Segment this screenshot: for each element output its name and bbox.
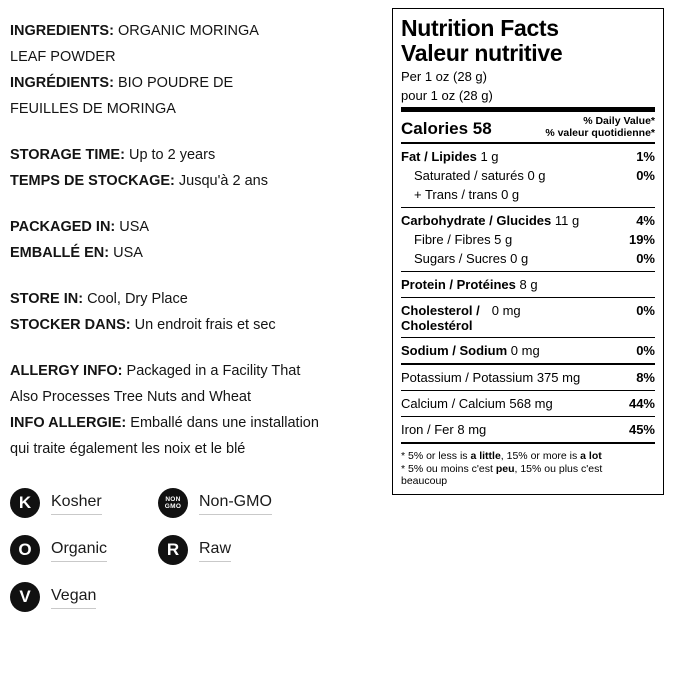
kosher-seal-icon: K: [10, 488, 40, 518]
badge-raw: [158, 535, 231, 565]
nutrition-title-fr: Valeur nutritive: [401, 40, 563, 66]
badge-label: Vegan: [51, 586, 96, 609]
divider-thin: [401, 297, 655, 298]
info-label: STORAGE TIME:: [10, 147, 125, 163]
info-line: [10, 436, 380, 462]
badge-row: [10, 582, 380, 612]
info-line: [10, 18, 380, 44]
nutrient-row-trans: [401, 185, 655, 204]
info-value: BIO POUDRE DE: [113, 75, 234, 91]
badge-label: Non-GMO: [199, 492, 272, 515]
nutrient-row-sugars: [401, 249, 655, 268]
nutrient-row-cholesterol: [401, 301, 655, 334]
nutrition-title-en: Nutrition Facts: [401, 15, 559, 41]
nutrient-row-saturated: [401, 166, 655, 185]
nutrient-name-bold-fr: Cholestérol: [401, 318, 473, 333]
footnote-fr-line2: beaucoup: [401, 475, 448, 487]
footnote-en: [401, 450, 655, 463]
nutrient-name: [401, 342, 546, 359]
nutrient-dv: 1%: [636, 149, 655, 164]
info-line: [10, 168, 380, 194]
info-line: [10, 70, 380, 96]
nutrient-dv: 0%: [636, 303, 655, 318]
divider-thin: [401, 337, 655, 338]
packaged-in-block: [10, 214, 380, 266]
nutrient-dv: 45%: [628, 422, 655, 437]
info-line: [10, 358, 380, 384]
nutrient-name-bold: Sodium / Sodium: [401, 343, 508, 358]
info-value: Cool, Dry Place: [83, 291, 188, 307]
info-value: Also Processes Tree Nuts and Wheat: [10, 389, 251, 405]
nutrient-amount: 1 g: [476, 149, 499, 164]
serving-size-fr: pour 1 oz (28 g): [401, 88, 493, 103]
info-line: [10, 312, 380, 338]
nutrient-name: [401, 212, 585, 229]
nutrient-name: Sugars / Sucres 0 g: [414, 251, 529, 266]
info-value: Jusqu'à 2 ans: [174, 173, 268, 189]
nutrient-row-fibre: [401, 230, 655, 249]
calories-row: [401, 115, 655, 139]
info-label: INGREDIENTS:: [10, 23, 114, 39]
footnote-en-bold2: a lot: [580, 450, 602, 462]
nutrient-row-iron: [401, 420, 655, 439]
nutrient-name: Saturated / saturés 0 g: [414, 168, 546, 183]
info-line: [10, 240, 380, 266]
organic-seal-icon: O: [10, 535, 40, 565]
raw-seal-icon: R: [158, 535, 188, 565]
badge-row: [10, 535, 380, 565]
info-label: INFO ALLERGIE:: [10, 415, 127, 431]
info-value: ORGANIC MORINGA: [113, 23, 259, 39]
info-label: EMBALLÉ EN:: [10, 245, 110, 261]
storage-time-block: [10, 142, 380, 194]
allergy-info-block: [10, 358, 380, 462]
nutrient-dv: 44%: [628, 396, 655, 411]
footnote-fr: [401, 463, 655, 476]
divider-thin: [401, 207, 655, 208]
divider-thick: [401, 107, 655, 112]
info-value: LEAF POWDER: [10, 49, 116, 65]
badge-kosher: [10, 488, 158, 518]
nutrient-amount: 0 mg: [491, 303, 521, 318]
nutrient-row-fat: [401, 147, 655, 166]
info-value: Packaged in a Facility That: [122, 363, 301, 379]
info-value: Un endroit frais et sec: [130, 317, 276, 333]
badge-label: Organic: [51, 539, 107, 562]
footnote-fr-bold1: peu: [495, 462, 515, 475]
nutrient-name: Calcium / Calcium 568 mg: [401, 396, 553, 411]
nutrient-row-protein: [401, 275, 655, 294]
info-value: USA: [115, 219, 150, 235]
serving-size-en: Per 1 oz (28 g): [401, 69, 487, 84]
product-info-column: [10, 18, 380, 482]
calories-label: Calories 58: [401, 119, 492, 138]
divider-medium: [401, 142, 655, 144]
info-line: [10, 286, 380, 312]
badge-label: Raw: [199, 539, 231, 562]
nutrient-name-bold: Protein / Protéines: [401, 277, 516, 292]
nutrient-name: [401, 148, 505, 165]
nutrient-dv: 4%: [636, 213, 655, 228]
nutrient-name: Fibre / Fibres 5 g: [414, 232, 513, 247]
nutrient-name-bold: Carbohydrate / Glucides: [401, 213, 552, 228]
info-value: FEUILLES DE MORINGA: [10, 101, 176, 117]
nutrient-dv: 0%: [636, 343, 655, 358]
certification-badges: [10, 488, 380, 629]
info-value: qui traite également les noix et le blé: [10, 441, 246, 457]
badge-row: [10, 488, 380, 518]
non-gmo-seal-icon: NON GMO: [158, 488, 188, 518]
info-line: [10, 96, 380, 122]
info-value: Emballé dans une installation: [126, 415, 319, 431]
info-value: Up to 2 years: [124, 147, 216, 163]
nutrient-dv: 0%: [636, 168, 655, 183]
info-label: STORE IN:: [10, 291, 84, 307]
nutrient-amount: 0 mg: [507, 343, 540, 358]
footnote-en-part2: , 15% or more is: [500, 450, 581, 462]
store-in-block: [10, 286, 380, 338]
footnote-en-bold1: a little: [470, 450, 501, 462]
nutrient-name-bold: Fat / Lipides: [401, 149, 477, 164]
nutrient-row-sodium: [401, 341, 655, 360]
nutrient-amount: 8 g: [515, 277, 538, 292]
nutrient-name: Iron / Fer 8 mg: [401, 422, 487, 437]
daily-value-header-en: % Daily Value*: [583, 115, 655, 127]
nutrient-dv: 19%: [628, 232, 655, 247]
info-label: ALLERGY INFO:: [10, 363, 123, 379]
footnote-fr-part1: * 5% ou moins c'est: [401, 462, 496, 475]
nutrient-name: Potassium / Potassium 375 mg: [401, 370, 581, 385]
info-line: [10, 142, 380, 168]
info-line: [10, 410, 380, 436]
badge-organic: [10, 535, 158, 565]
info-label: TEMPS DE STOCKAGE:: [10, 173, 175, 189]
badge-label: Kosher: [51, 492, 102, 515]
footnote-en-part1: * 5% or less is: [401, 450, 471, 462]
info-line: [10, 214, 380, 240]
footnote: [401, 447, 655, 488]
nutrition-facts-panel: [392, 8, 664, 495]
info-label: STOCKER DANS:: [10, 317, 131, 333]
badge-vegan: [10, 582, 158, 612]
info-line: [10, 44, 380, 70]
info-value: USA: [109, 245, 143, 261]
badge-non-gmo: [158, 488, 272, 518]
nutrient-dv: 0%: [636, 251, 655, 266]
nutrient-name-bold-en: Cholesterol /: [401, 303, 480, 318]
daily-value-header: [545, 115, 655, 139]
ingredients-block: [10, 18, 380, 122]
info-label: INGRÉDIENTS:: [10, 75, 114, 91]
divider-medium: [401, 442, 655, 444]
vegan-seal-icon: V: [10, 582, 40, 612]
nutrient-row-calcium: [401, 394, 655, 413]
nutrient-name: + Trans / trans 0 g: [414, 187, 520, 202]
nutrient-amount: 11 g: [551, 213, 580, 228]
daily-value-header-fr: % valeur quotidienne*: [545, 127, 655, 139]
footnote-fr-part2: , 15% ou plus c'est: [514, 462, 603, 475]
divider-medium: [401, 363, 655, 365]
info-line: [10, 384, 380, 410]
divider-thin: [401, 390, 655, 391]
info-label: PACKAGED IN:: [10, 219, 116, 235]
nutrient-row-carbohydrate: [401, 211, 655, 230]
nutrient-name: [401, 303, 486, 333]
nutrient-dv: 8%: [636, 370, 655, 385]
nutrient-row-potassium: [401, 368, 655, 387]
divider-thin: [401, 271, 655, 272]
divider-thin: [401, 416, 655, 417]
nutrient-name: [401, 276, 544, 293]
